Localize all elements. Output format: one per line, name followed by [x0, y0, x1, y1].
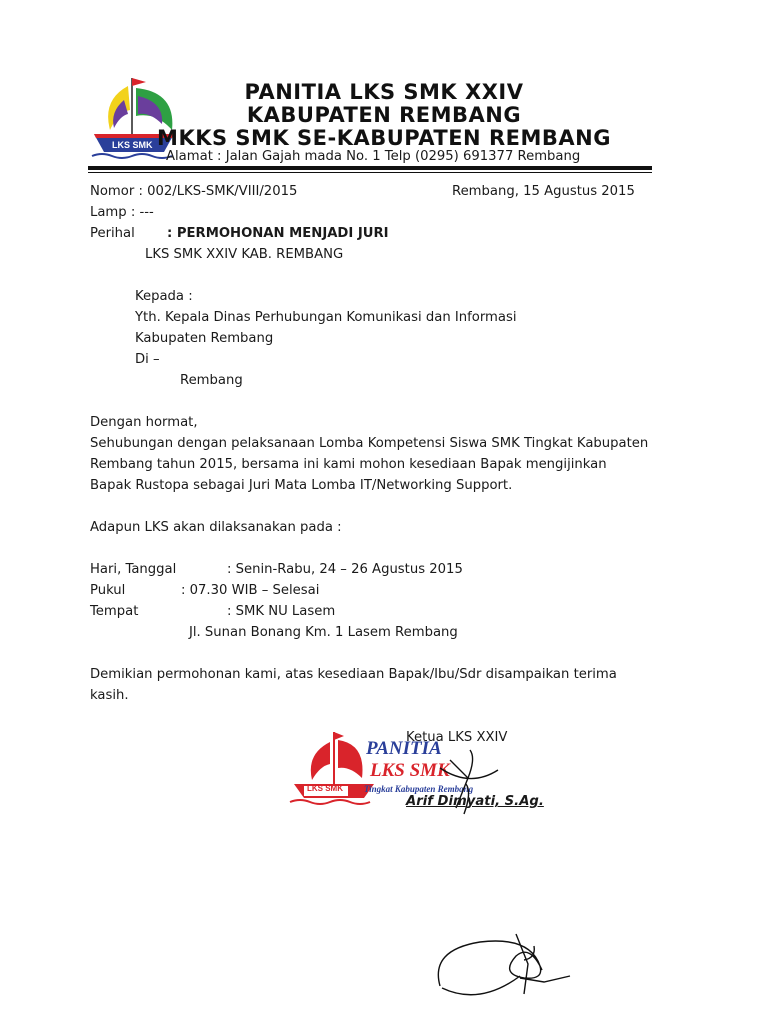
bottom-signature — [420, 916, 620, 1016]
paragraph-1-line-3: Bapak Rustopa sebagai Juri Mata Lomba IT/Networking Support. — [90, 478, 513, 493]
stamp-badge: LKS SMK — [307, 784, 343, 793]
place-label: Tempat — [90, 604, 139, 619]
letterhead-address: Alamat : Jalan Gajah mada No. 1 Telp (0295) 691377 Rembang — [166, 149, 581, 164]
closing-line-2: kasih. — [90, 688, 129, 703]
paragraph-1-line-2: Rembang tahun 2015, bersama ini kami mohon kesediaan Bapak mengijinkan — [90, 457, 607, 472]
letterhead-rule-thick — [88, 166, 652, 170]
letter-number: Nomor : 002/LKS-SMK/VIII/2015 — [90, 184, 298, 199]
letterhead-title-3: MKKS SMK SE-KABUPATEN REMBANG — [157, 126, 611, 150]
signatory-name: Arif Dimyati, S.Ag. — [406, 794, 544, 809]
time-value: : 07.30 WIB – Selesai — [181, 583, 320, 598]
place-value: : SMK NU Lasem — [227, 604, 336, 619]
letter-date: Rembang, 15 Agustus 2015 — [452, 184, 635, 199]
subject-value: : PERMOHONAN MENJADI JURI — [167, 226, 389, 241]
day-date-value: : Senin-Rabu, 24 – 26 Agustus 2015 — [227, 562, 463, 577]
recipient-line-3: Di – — [135, 352, 160, 367]
closing-line-1: Demikian permohonan kami, atas kesediaan Bapak/Ibu/Sdr disampaikan terima — [90, 667, 617, 682]
place-line-2: Jl. Sunan Bonang Km. 1 Lasem Rembang — [189, 625, 458, 640]
time-label: Pukul — [90, 583, 126, 598]
paragraph-2: Adapun LKS akan dilaksanakan pada : — [90, 520, 342, 535]
logo-label: LKS SMK — [112, 140, 153, 150]
paragraph-1-line-1: Sehubungan dengan pelaksanaan Lomba Kompetensi Siswa SMK Tingkat Kabupaten — [90, 436, 649, 451]
letter-attachment: Lamp : --- — [90, 205, 154, 220]
recipient-line-4: Rembang — [180, 373, 243, 388]
recipient-line-1: Yth. Kepala Dinas Perhubungan Komunikasi dan Informasi — [135, 310, 517, 325]
letterhead-rule-thin — [88, 172, 652, 173]
subject-label: Perihal — [90, 226, 135, 241]
greeting: Dengan hormat, — [90, 415, 198, 430]
day-date-label: Hari, Tanggal — [90, 562, 177, 577]
signatory-role: Ketua LKS XXIV — [406, 730, 508, 745]
recipient-line-2: Kabupaten Rembang — [135, 331, 274, 346]
letterhead-title-1: PANITIA LKS SMK XXIV — [244, 80, 524, 104]
letterhead-title-2: KABUPATEN REMBANG — [246, 103, 522, 127]
stamp-subtitle: LKS SMK — [370, 760, 450, 781]
stamp-title: PANITIA — [366, 738, 442, 759]
recipient-label: Kepada : — [135, 289, 193, 304]
stamp-caption: Tingkat Kabupaten Rembang — [364, 784, 474, 794]
subject-line-2: LKS SMK XXIV KAB. REMBANG — [145, 247, 344, 262]
